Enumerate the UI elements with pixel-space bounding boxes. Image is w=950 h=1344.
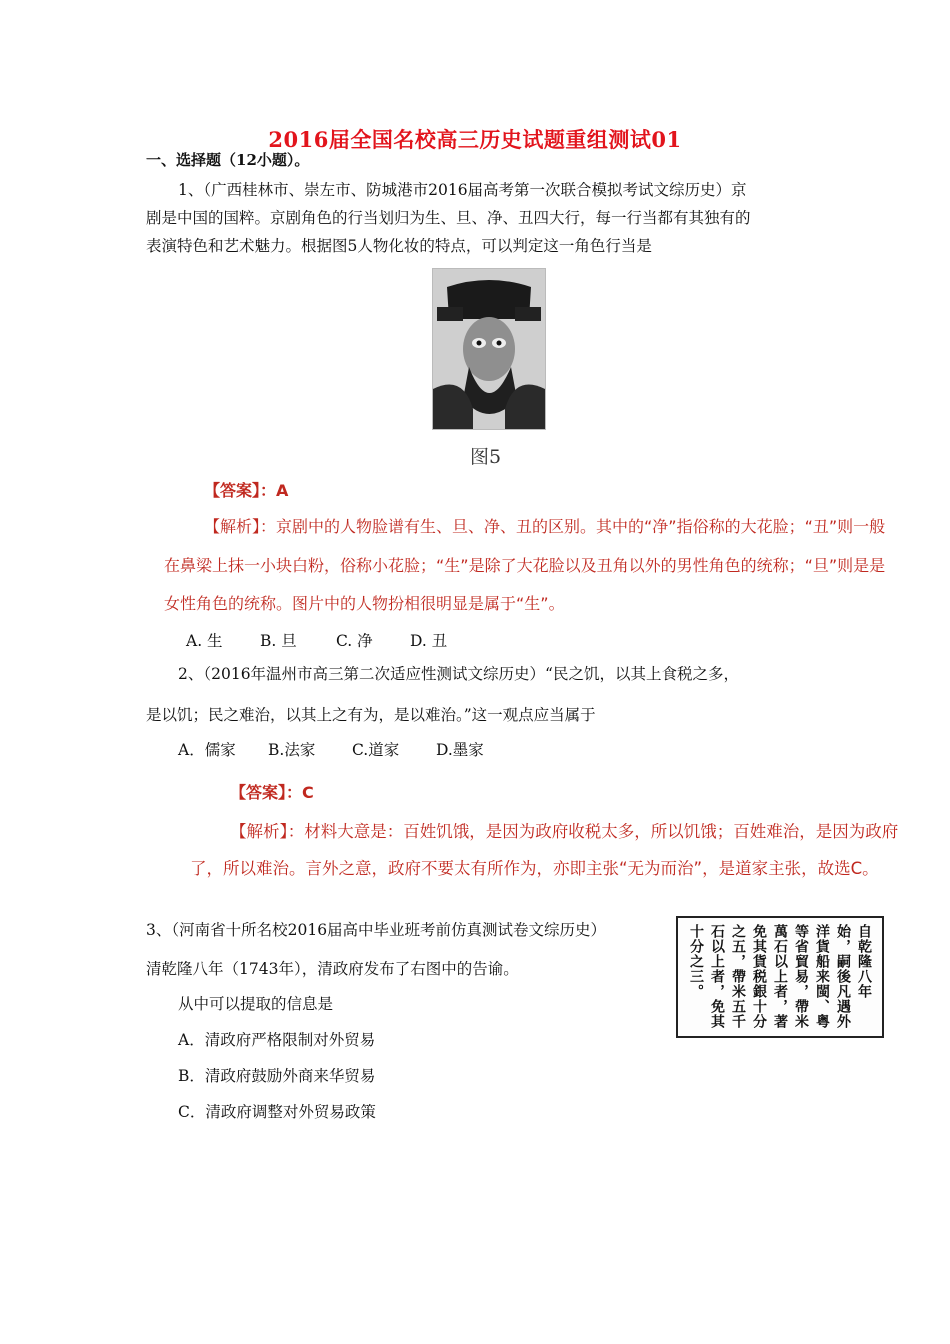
q2-options: [178, 738, 484, 760]
q1-options: [186, 629, 447, 651]
decree-col-8: 石以上者，免其: [709, 924, 725, 1029]
q1-option-b[interactable]: B. 旦: [260, 632, 297, 650]
q3-option-a[interactable]: A．清政府严格限制对外贸易: [178, 1031, 376, 1049]
q1-option-a[interactable]: A. 生: [186, 632, 223, 650]
q2-option-d[interactable]: D.墨家: [436, 741, 484, 759]
section-heading: 一、选择题（12小题）。: [146, 151, 310, 169]
decree-col-3: 洋貨船来閩、粤: [814, 924, 830, 1029]
q1-analysis-line3: 女性角色的统称。图片中的人物扮相很明显是属于“生”。: [164, 594, 565, 613]
q2-line1: 2、（2016年温州市高三第二次适应性测试文综历史）“民之饥，以其上食税之多，: [178, 665, 739, 683]
q2-line2: 是以饥；民之难治，以其上之有为，是以难治。”这一观点应当属于: [146, 706, 596, 724]
q1-line2: 剧是中国的国粹。京剧角色的行当划归为生、旦、净、丑四大行，每一行当都有其独有的: [146, 209, 751, 227]
q3-line3: 从中可以提取的信息是: [178, 995, 334, 1013]
q2-analysis-line2: 了，所以难治。言外之意，政府不要太有所作为，亦即主张“无为而治”，是道家主张，故选C。: [190, 859, 879, 878]
q2-analysis-line1: 【解析】：材料大意是：百姓饥饿，是因为政府收税太多，所以饥饿；百姓难治，是因为政府: [230, 822, 899, 841]
decree-col-1: 自乾隆八年: [856, 924, 872, 999]
decree-col-7: 之五，帶米五千: [730, 924, 746, 1029]
q3-line2: 清乾隆八年（1743年），清政府发布了右图中的告谕。: [146, 960, 519, 978]
q2-option-b[interactable]: B.法家: [268, 741, 316, 759]
q2-option-c[interactable]: C.道家: [352, 741, 400, 759]
q3-option-c[interactable]: C．清政府调整对外贸易政策: [178, 1103, 376, 1121]
decree-col-6: 免其貨税銀十分: [751, 924, 767, 1029]
q3-line1: 3、（河南省十所名校2016届高中毕业班考前仿真测试卷文综历史）: [146, 921, 607, 939]
decree-col-5: 萬石以上者，著: [772, 924, 788, 1029]
decree-col-9: 十分之三。: [688, 924, 704, 999]
qing-decree-image: [676, 916, 884, 1038]
q2-answer: 【答案】：C: [230, 783, 314, 802]
q2-option-a[interactable]: A．儒家: [178, 741, 236, 759]
q1-answer: 【答案】：A: [204, 481, 289, 500]
figure-caption: 图5: [470, 446, 502, 468]
q1-analysis-line2: 在鼻梁上抹一小块白粉，俗称小花脸；“生”是除了大花脸以及丑角以外的男性角色的统称；“旦”则是是: [164, 556, 886, 575]
decree-col-2: 始，嗣後凡遇外: [835, 924, 851, 1029]
q1-option-d[interactable]: D. 丑: [410, 632, 448, 650]
q3-option-b[interactable]: B．清政府鼓励外商来华贸易: [178, 1067, 376, 1085]
decree-col-4: 等省貿易，帶米: [793, 924, 809, 1029]
q1-line1: 1、（广西桂林市、崇左市、防城港市2016届高考第一次联合模拟考试文综历史）京: [178, 181, 747, 199]
page-title: 2016届全国名校高三历史试题重组测试01: [268, 127, 682, 152]
q1-line3: 表演特色和艺术魅力。根据图5人物化妆的特点，可以判定这一角色行当是: [146, 237, 652, 255]
q1-analysis-line1: 【解析】：京剧中的人物脸谱有生、旦、净、丑的区别。其中的“净”指俗称的大花脸；“丑”则一般: [204, 517, 886, 536]
q1-option-c[interactable]: C. 净: [336, 632, 373, 650]
peking-opera-figure-image: [432, 268, 546, 430]
